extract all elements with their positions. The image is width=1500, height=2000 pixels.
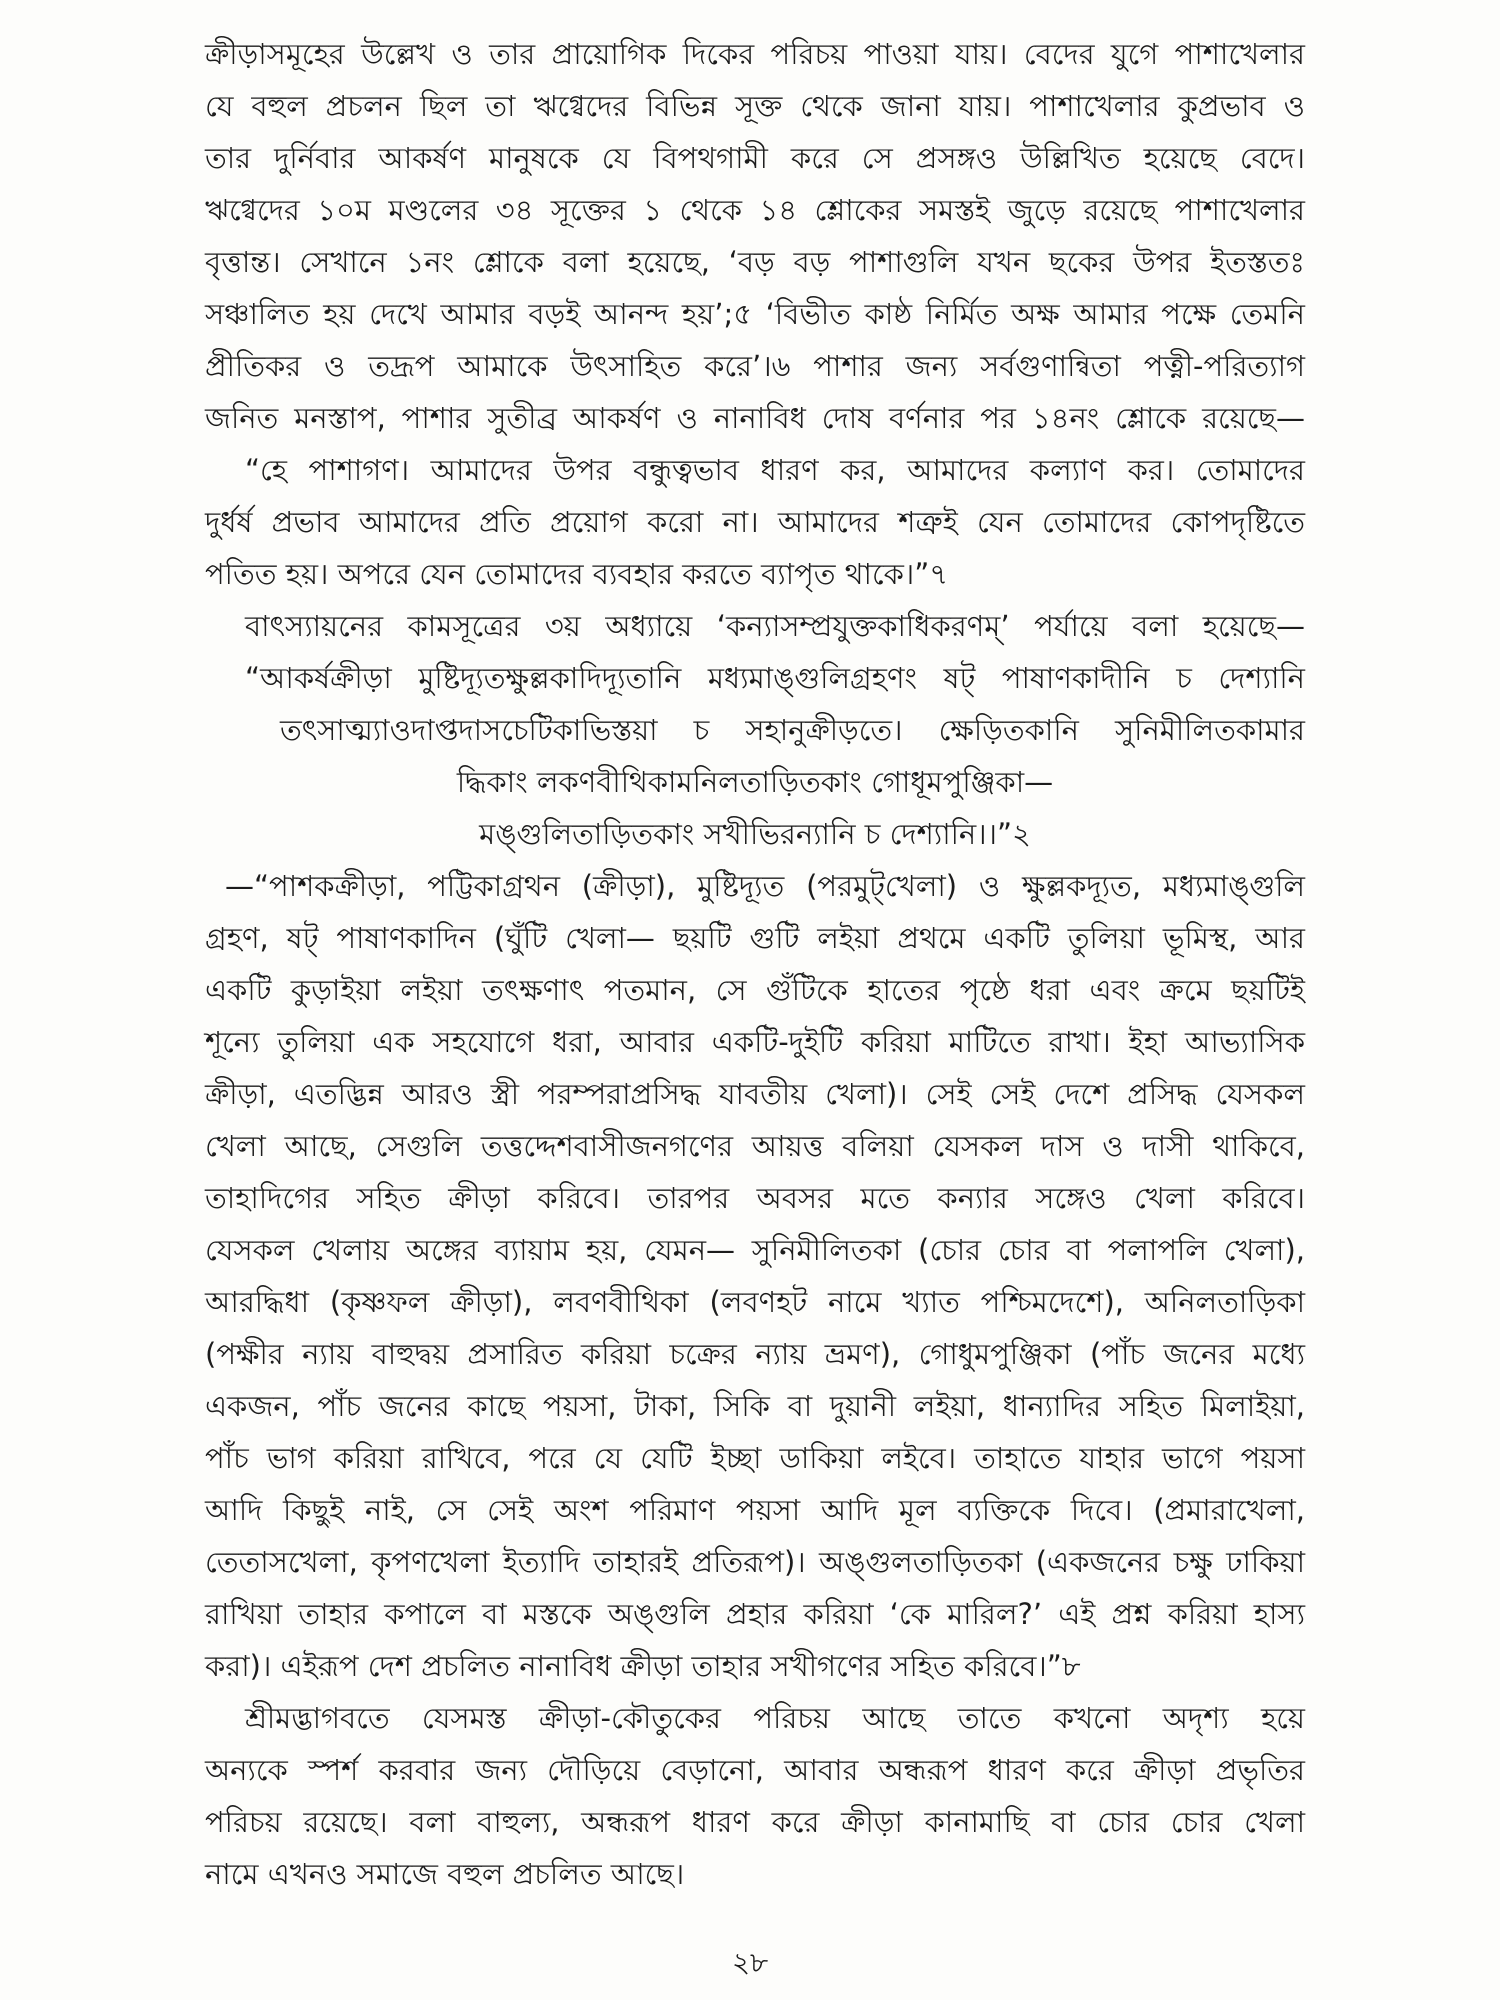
quote-line: যেসকল খেলায় অঙ্গের ব্যায়াম হয়, যেমন— সুনিমীলিতকা (চোর চোর বা পলাপলি খেলা),: [205, 1233, 1305, 1267]
quote-line: রাখিয়া তাহার কপালে বা মস্তকে অঙ্গুলি প্রহার করিয়া ‘কে মারিল?’ এই প্রশ্ন করিয়া হাস্য: [205, 1597, 1305, 1631]
text-line: ঋগ্বেদের ১০ম মণ্ডলের ৩৪ সূক্তের ১ থেকে ১৪ শ্লোকের সমস্তই জুড়ে রয়েছে পাশাখেলার: [205, 193, 1305, 227]
quote-line: খেলা আছে, সেগুলি তত্তদ্দেশবাসীজনগণের আয়ত্ত বলিয়া যেসকল দাস ও দাসী থাকিবে,: [205, 1129, 1305, 1163]
text-line: ক্রীড়াসমূহের উল্লেখ ও তার প্রায়োগিক দিকের পরিচয় পাওয়া যায়। বেদের যুগে পাশাখেলার: [205, 37, 1305, 71]
quote-line: দুর্ধর্ষ প্রভাব আমাদের প্রতি প্রয়োগ করো না। আমাদের শত্রুই যেন তোমাদের কোপদৃষ্টিতে: [205, 505, 1305, 539]
quote-line: গ্রহণ, ষট্ পাষাণকাদিন (ঘুঁটি খেলা— ছয়টি গুটি লইয়া প্রথমে একটি তুলিয়া ভূমিস্থ, আর: [205, 921, 1305, 955]
quote-line: পাঁচ ভাগ করিয়া রাখিবে, পরে যে যেটি ইচ্ছা ডাকিয়া লইবে। তাহাতে যাহার ভাগে পয়সা: [205, 1441, 1305, 1475]
quote-line: তেতাসখেলা, কৃপণখেলা ইত্যাদি তাহারই প্রতিরূপ)। অঙ্গুলতাড়িতকা (একজনের চক্ষু ঢাকিয়া: [205, 1545, 1305, 1579]
text-line: অন্যকে স্পর্শ করবার জন্য দৌড়িয়ে বেড়ানো, আবার অন্ধরূপ ধারণ করে ক্রীড়া প্রভৃতির: [205, 1753, 1305, 1787]
sanskrit-quote-line: তৎসাত্ম্যাওদাপ্তদাসচেটিকাভিস্তয়া চ সহানুক্রীড়তে। ক্ষেড়িতকানি সুনিমীলিতকামার: [280, 713, 1305, 747]
quote-line: একজন, পাঁচ জনের কাছে পয়সা, টাকা, সিকি বা দুয়ানী লইয়া, ধান্যাদির সহিত মিলাইয়া,: [205, 1389, 1305, 1423]
text-line: যে বহুল প্রচলন ছিল তা ঋগ্বেদের বিভিন্ন সূক্ত থেকে জানা যায়। পাশাখেলার কুপ্রভাব ও: [205, 89, 1305, 123]
text-line: সঞ্চালিত হয় দেখে আমার বড়ই আনন্দ হয়’;৫ ‘বিভীত কাষ্ঠ নির্মিত অক্ষ আমার পক্ষে তেমনি: [205, 297, 1305, 331]
quote-line: ক্রীড়া, এতদ্ভিন্ন আরও স্ত্রী পরম্পরাপ্রসিদ্ধ যাবতীয় খেলা)। সেই সেই দেশে প্রসিদ্ধ যেসকল: [205, 1077, 1305, 1111]
text-line: বাৎস্যায়নের কামসূত্রের ৩য় অধ্যায়ে ‘কন্যাসম্প্রযুক্তকাধিকরণম্’ পর্যায়ে বলা হয়েছে—: [245, 609, 1305, 643]
quote-line: তাহাদিগের সহিত ক্রীড়া করিবে। তারপর অবসর মতে কন্যার সঙ্গেও খেলা করিবে।: [205, 1181, 1305, 1215]
sanskrit-quote-line: দ্ধিকাং লকণবীথিকামনিলতাড়িতকাং গোধূমপুঞ্জিকা—: [456, 765, 1054, 799]
text-line: নামে এখনও সমাজে বহুল প্রচলিত আছে।: [205, 1857, 685, 1891]
quote-line: পতিত হয়। অপরে যেন তোমাদের ব্যবহার করতে ব্যাপৃত থাকে।”৭: [205, 557, 949, 591]
text-line: বৃত্তান্ত। সেখানে ১নং শ্লোকে বলা হয়েছে, ‘বড় বড় পাশাগুলি যখন ছকের উপর ইতস্ততঃ: [205, 245, 1305, 279]
quote-line: একটি কুড়াইয়া লইয়া তৎক্ষণাৎ পতমান, সে গুঁটিকে হাতের পৃষ্ঠে ধরা এবং ক্রমে ছয়টিই: [205, 973, 1305, 1007]
text-line: জনিত মনস্তাপ, পাশার সুতীব্র আকর্ষণ ও নানাবিধ দোষ বর্ণনার পর ১৪নং শ্লোকে রয়েছে—: [205, 401, 1305, 435]
sanskrit-quote-line: মঙ্গুলিতাড়িতকাং সখীভিরন্যানি চ দেশ্যানি।।”২: [479, 817, 1031, 851]
quote-line: —“পাশকক্রীড়া, পট্টিকাগ্রথন (ক্রীড়া), মুষ্টিদ্যূত (পরমুট্‌খেলা) ও ক্ষুল্লকদ্যূত, মধ্যমাঙ্গুলি: [225, 869, 1305, 903]
quote-line: আরদ্ধিধা (কৃষ্ণফল ক্রীড়া), লবণবীথিকা (লবণহট নামে খ্যাত পশ্চিমদেশে), অনিলতাড়িকা: [205, 1285, 1305, 1319]
text-line: তার দুর্নিবার আকর্ষণ মানুষকে যে বিপথগামী করে সে প্রসঙ্গও উল্লিখিত হয়েছে বেদে।: [205, 141, 1305, 175]
sanskrit-quote-line: “আকর্ষক্রীড়া মুষ্টিদ্যূতক্ষুল্লকাদিদ্যূতানি মধ্যমাঙ্গুলিগ্রহণং ষট্ পাষাণকাদীনি চ দেশ্যানি: [245, 661, 1305, 695]
quote-line: “হে পাশাগণ। আমাদের উপর বন্ধুত্বভাব ধারণ কর, আমাদের কল্যাণ কর। তোমাদের: [245, 453, 1305, 487]
text-line: পরিচয় রয়েছে। বলা বাহুল্য, অন্ধরূপ ধারণ করে ক্রীড়া কানামাছি বা চোর চোর খেলা: [205, 1805, 1305, 1839]
text-line: প্রীতিকর ও তদ্রূপ আমাকে উৎসাহিত করে’।৬ পাশার জন্য সর্বগুণান্বিতা পত্নী-পরিত্যাগ: [205, 349, 1305, 383]
page-number: ২৮: [731, 1946, 769, 1979]
quote-line: (পক্ষীর ন্যায় বাহুদ্বয় প্রসারিত করিয়া চক্রের ন্যায় ভ্রমণ), গোধুমপুঞ্জিকা (পাঁচ জনের মধ্যে: [205, 1337, 1305, 1371]
quote-line: শূন্যে তুলিয়া এক সহযোগে ধরা, আবার একটি-দুইটি করিয়া মাটিতে রাখা। ইহা আভ্যাসিক: [205, 1025, 1305, 1059]
quote-line: আদি কিছুই নাই, সে সেই অংশ পরিমাণ পয়সা আদি মূল ব্যক্তিকে দিবে। (প্রমারাখেলা,: [205, 1493, 1305, 1527]
quote-line: করা)। এইরূপ দেশ প্রচলিত নানাবিধ ক্রীড়া তাহার সখীগণের সহিত করিবে।”৮: [205, 1649, 1081, 1683]
text-line: শ্রীমদ্ভাগবতে যেসমস্ত ক্রীড়া-কৌতুকের পরিচয় আছে তাতে কখনো অদৃশ্য হয়ে: [245, 1701, 1305, 1735]
